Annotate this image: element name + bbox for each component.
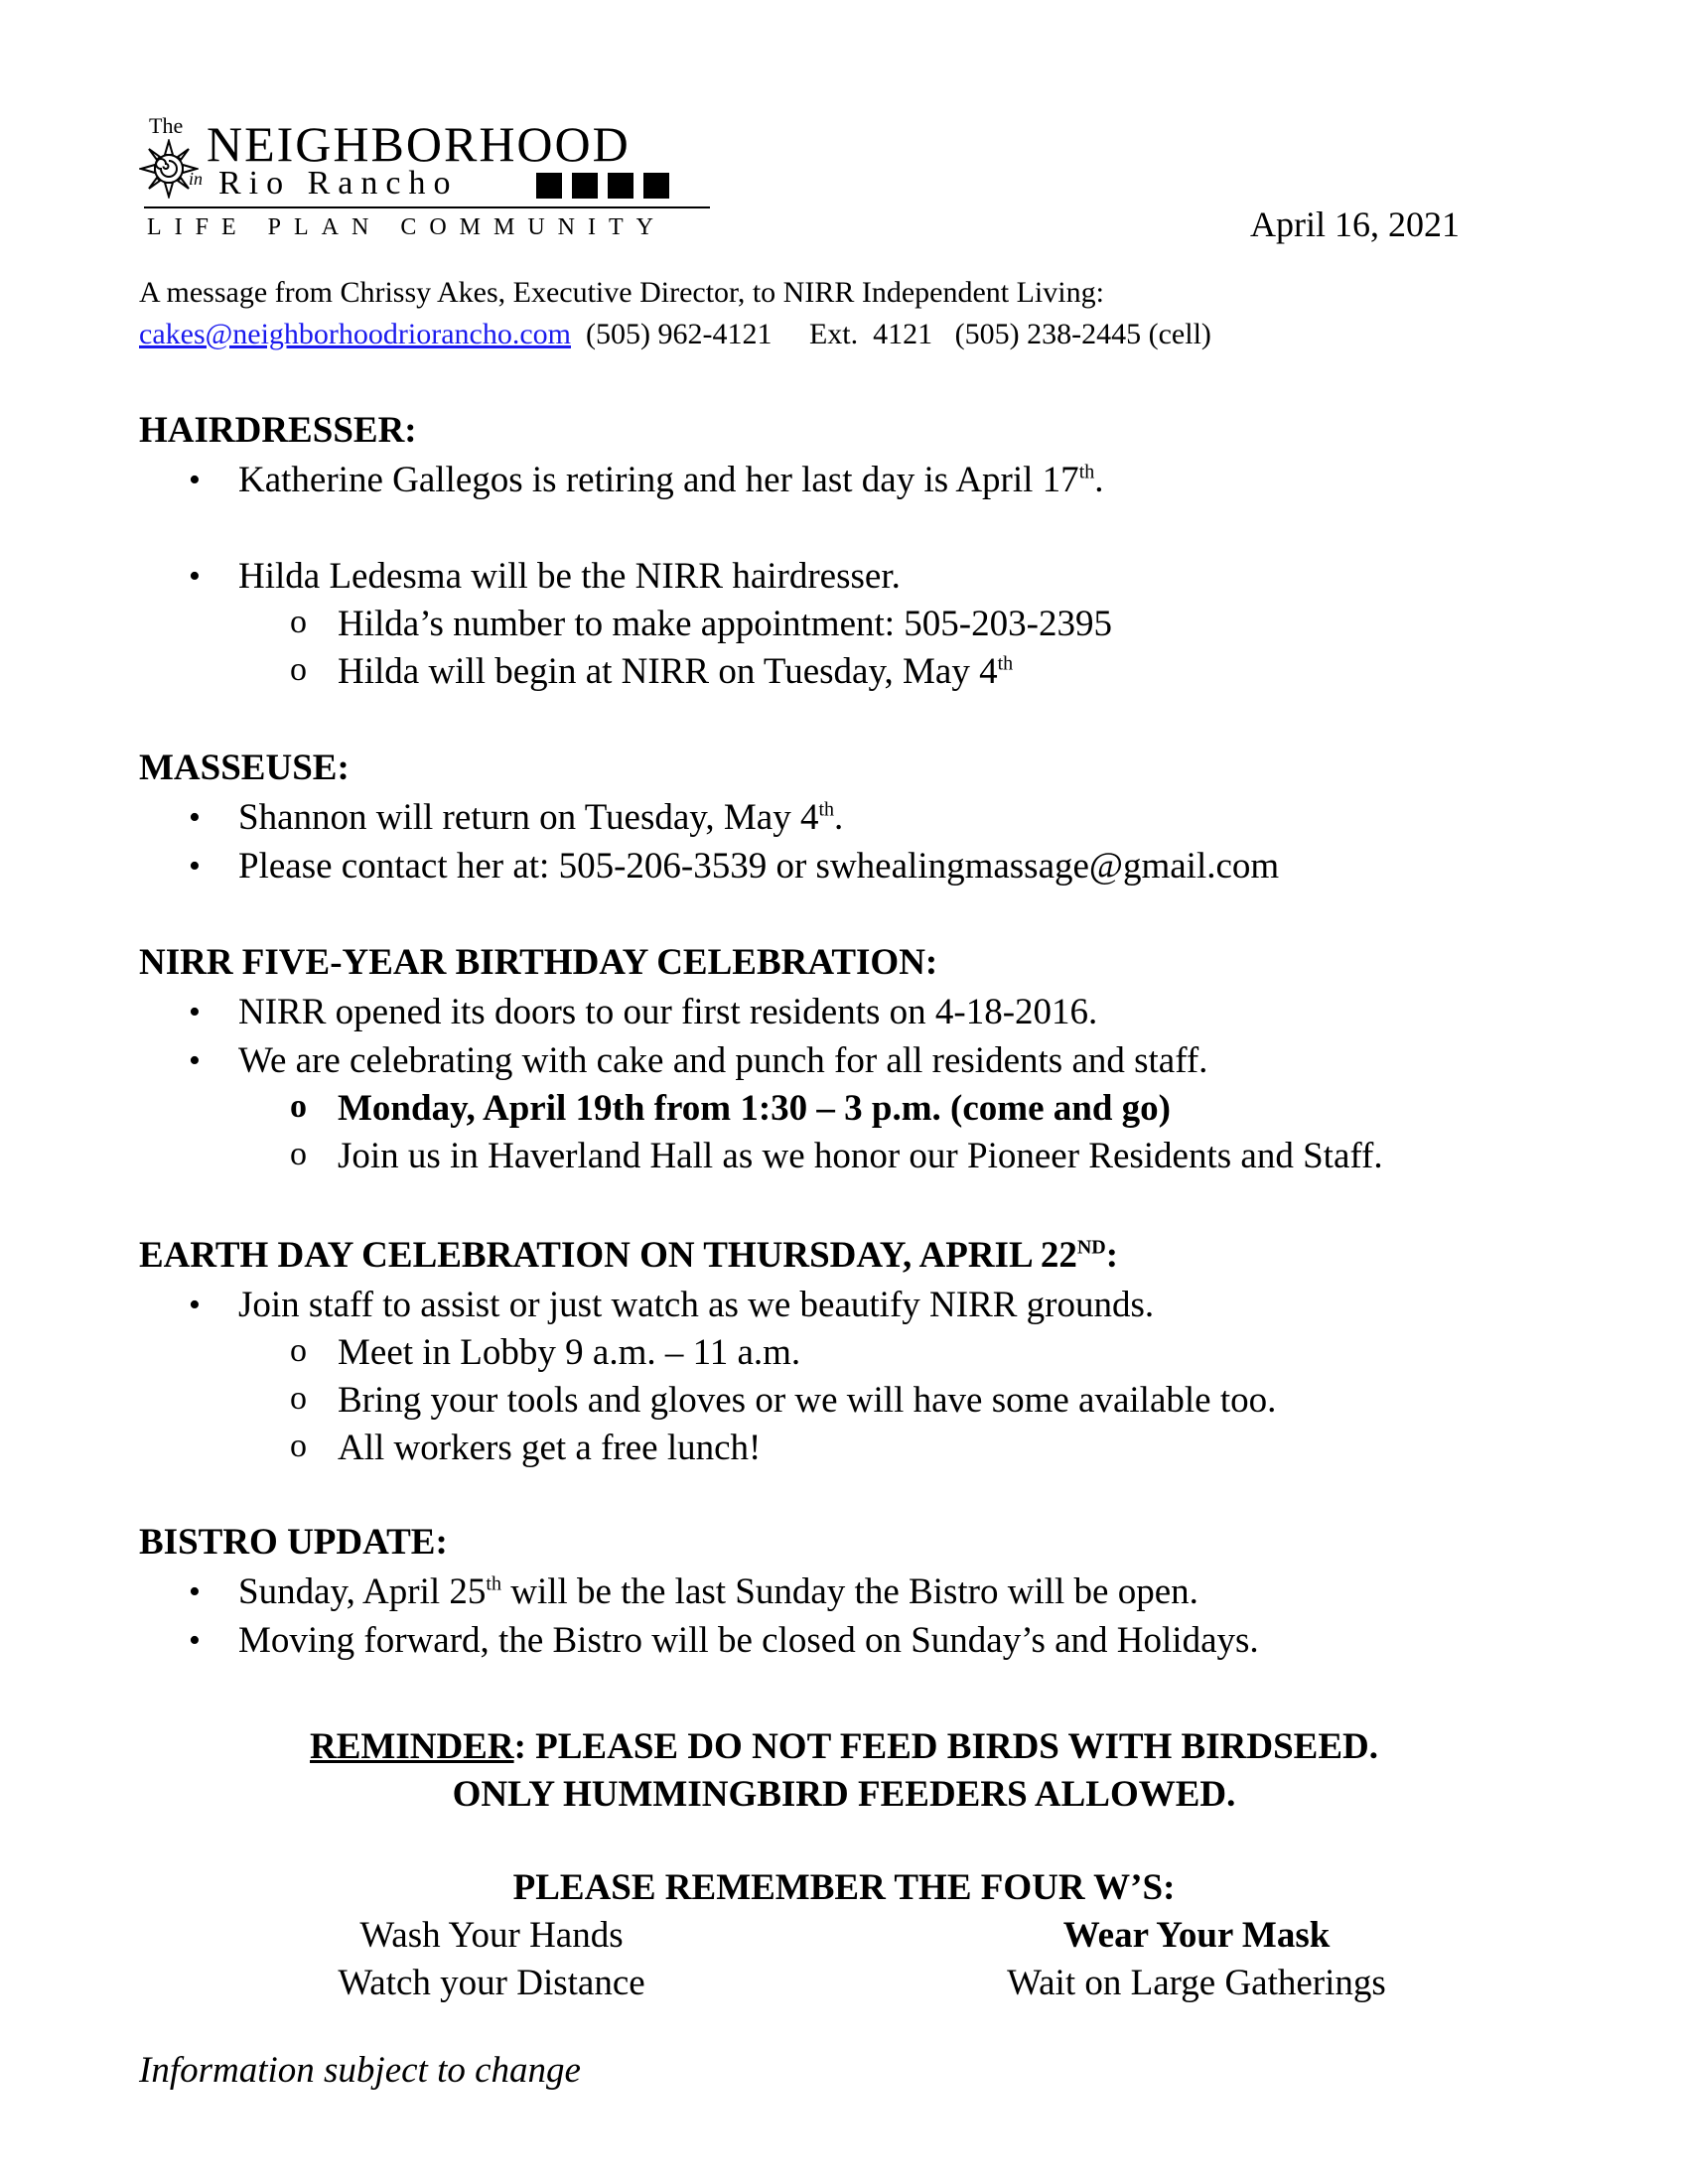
section-hairdresser	[139, 409, 1569, 696]
list-item: • We are celebrating with cake and punch for all residents and staff. o Monday, April 19th from 1:30 – 3 p.m. (come and go) o Join us in Haverland Hall as we honor our Pioneer Residents and Staff.	[139, 1036, 1569, 1180]
section-heading: BISTRO UPDATE:	[139, 1522, 448, 1563]
list-item: • Hilda Ledesma will be the NIRR hairdresser. o Hilda’s number to make appointment: 505-203-2395 o Hilda will begin at NIRR on Tuesday, May 4th	[139, 552, 1569, 696]
reminder-line2: ONLY HUMMINGBIRD FEEDERS ALLOWED.	[452, 1774, 1236, 1815]
list-item: • Moving forward, the Bistro will be closed on Sunday’s and Holidays.	[139, 1616, 1569, 1665]
sub-list-item: o Meet in Lobby 9 a.m. – 11 a.m.	[238, 1329, 1569, 1377]
four-ws-table	[139, 1912, 1549, 2007]
sub-list-item: o Hilda’s number to make appointment: 505-203-2395	[238, 601, 1569, 648]
logo-the: The	[149, 113, 184, 138]
section-heading: HAIRDRESSER:	[139, 410, 417, 451]
reminder-line1: : PLEASE DO NOT FEED BIRDS WITH BIRDSEED.	[513, 1726, 1378, 1767]
extension: Ext. 4121	[808, 318, 933, 350]
sub-list-item: o Monday, April 19th from 1:30 – 3 p.m. (come and go)	[238, 1085, 1569, 1133]
list-item: • NIRR opened its doors to our first residents on 4-18-2016.	[139, 988, 1569, 1036]
footer-note: Information subject to change	[139, 2050, 581, 2091]
logo-subtitle: LIFE PLAN COMMUNITY	[147, 214, 666, 240]
section-heading: NIRR FIVE-YEAR BIRTHDAY CELEBRATION:	[139, 942, 938, 983]
document-date: April 16, 2021	[1250, 205, 1460, 244]
list-item: • Sunday, April 25th will be the last Sunday the Bistro will be open.	[139, 1568, 1569, 1616]
section-heading: MASSEUSE:	[139, 748, 350, 788]
logo-squares	[536, 173, 669, 199]
section-heading: EARTH DAY CELEBRATION ON THURSDAY, APRIL 22ND:	[139, 1235, 1119, 1276]
sub-list-item: o Hilda will begin at NIRR on Tuesday, May 4th	[238, 648, 1569, 696]
list-item: • Katherine Gallegos is retiring and her last day is April 17th.	[139, 456, 1569, 504]
reminder-block	[139, 1723, 1549, 1819]
four-ws-block	[139, 1864, 1549, 2007]
list-item: • Shannon will return on Tuesday, May 4th.	[139, 793, 1569, 842]
logo-main-text: NEIGHBORHOOD	[207, 116, 631, 172]
section-masseuse	[139, 747, 1569, 890]
four-ws-title: PLEASE REMEMBER THE FOUR W’S:	[512, 1867, 1176, 1908]
logo	[139, 111, 715, 250]
section-birthday	[139, 941, 1569, 1180]
section-earth-day	[139, 1234, 1569, 1472]
cell-phone: (505) 238-2445 (cell)	[954, 318, 1211, 350]
logo-in: in	[189, 169, 204, 189]
logo-divider	[144, 206, 710, 208]
message-intro: A message from Chrissy Akes, Executive Director, to NIRR Independent Living:	[139, 276, 1104, 309]
logo-location: Rio Rancho	[218, 165, 459, 202]
w-wait-gatherings: Wait on Large Gatherings	[1007, 1963, 1386, 2003]
section-bistro	[139, 1521, 1569, 1665]
reminder-label: REMINDER	[310, 1726, 514, 1767]
w-watch-distance: Watch your Distance	[338, 1963, 645, 2003]
sub-list-item: o All workers get a free lunch!	[238, 1425, 1569, 1472]
w-wash-hands: Wash Your Hands	[359, 1915, 624, 1956]
list-item: • Please contact her at: 505-206-3539 or swhealingmassage@gmail.com	[139, 842, 1569, 890]
sub-list-item: o Join us in Haverland Hall as we honor our Pioneer Residents and Staff.	[238, 1133, 1569, 1180]
sub-list-item: o Bring your tools and gloves or we will have some available too.	[238, 1377, 1569, 1425]
list-item: • Join staff to assist or just watch as we beautify NIRR grounds. o Meet in Lobby 9 a.m. – 11 a.m. o Bring your tools and gloves or we will have some available too. o All workers get a free lunch!	[139, 1281, 1569, 1472]
email-link[interactable]: cakes@neighborhoodriorancho.com	[139, 318, 571, 350]
phone: (505) 962-4121	[586, 318, 773, 350]
w-wear-mask: Wear Your Mask	[1062, 1915, 1331, 1956]
contact-line	[139, 318, 1211, 351]
